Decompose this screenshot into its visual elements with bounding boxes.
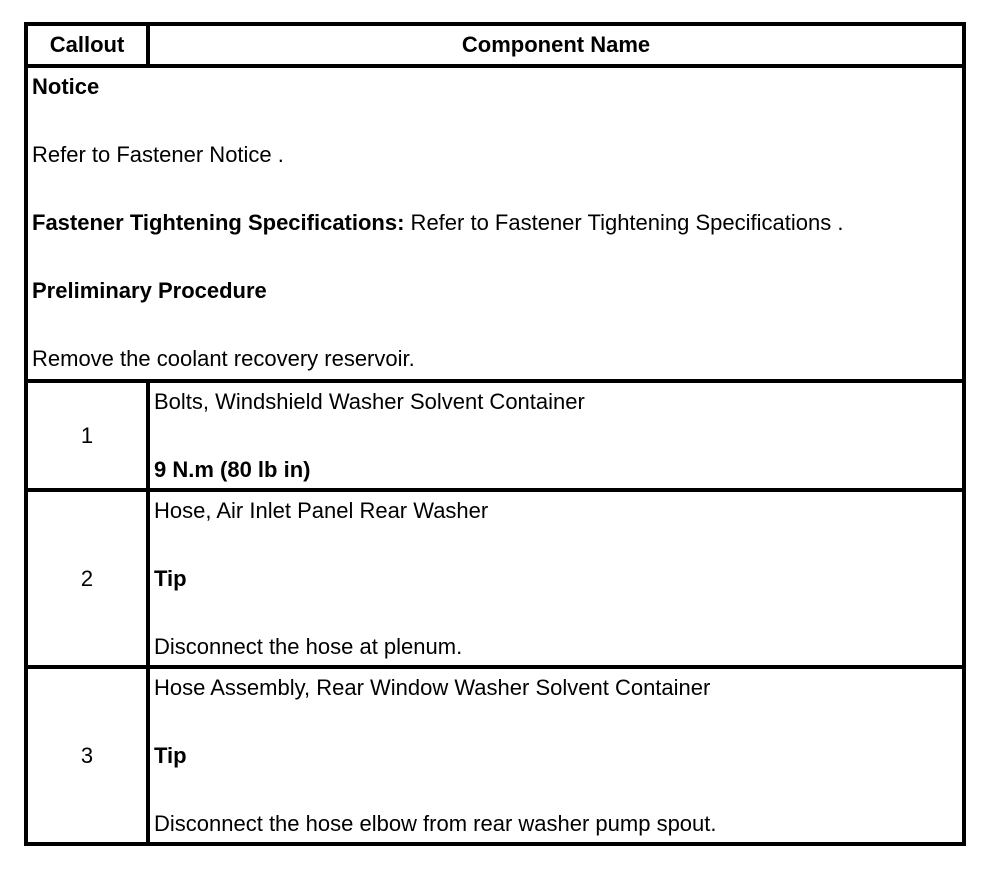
tip-text: Disconnect the hose elbow from rear washer pump spout. [154, 811, 717, 836]
table-header-row [26, 24, 964, 66]
notice-row [26, 66, 964, 381]
component-name: Hose Assembly, Rear Window Washer Solvent Container [154, 675, 711, 700]
component-name-column-header: Component Name [148, 24, 964, 66]
component-name-cell [148, 667, 964, 844]
component-table [24, 22, 966, 846]
component-name: Hose, Air Inlet Panel Rear Washer [154, 498, 489, 523]
fastener-notice-reference: Refer to Fastener Notice . [32, 142, 284, 167]
torque-spec: 9 N.m (80 lb in) [154, 457, 311, 482]
procedure-sheet [24, 22, 962, 846]
table-row [26, 667, 964, 844]
fastener-spec-label: Fastener Tightening Specifications: [32, 210, 405, 235]
preliminary-procedure-heading: Preliminary Procedure [32, 278, 267, 303]
table-row [26, 381, 964, 490]
component-name: Bolts, Windshield Washer Solvent Container [154, 389, 585, 414]
callout-number: 1 [26, 381, 148, 490]
callout-number: 3 [26, 667, 148, 844]
callout-number: 2 [26, 490, 148, 667]
component-name-cell [148, 490, 964, 667]
component-name-cell [148, 381, 964, 490]
tip-text: Disconnect the hose at plenum. [154, 634, 463, 659]
fastener-spec-line [32, 210, 962, 278]
fastener-spec-text: Refer to Fastener Tightening Specifications . [404, 210, 844, 235]
table-row [26, 490, 964, 667]
tip-label: Tip [154, 566, 187, 591]
tip-label: Tip [154, 743, 187, 768]
notice-cell [26, 66, 964, 381]
callout-column-header: Callout [26, 24, 148, 66]
preliminary-procedure-text: Remove the coolant recovery reservoir. [32, 346, 415, 371]
notice-heading: Notice [32, 74, 100, 99]
